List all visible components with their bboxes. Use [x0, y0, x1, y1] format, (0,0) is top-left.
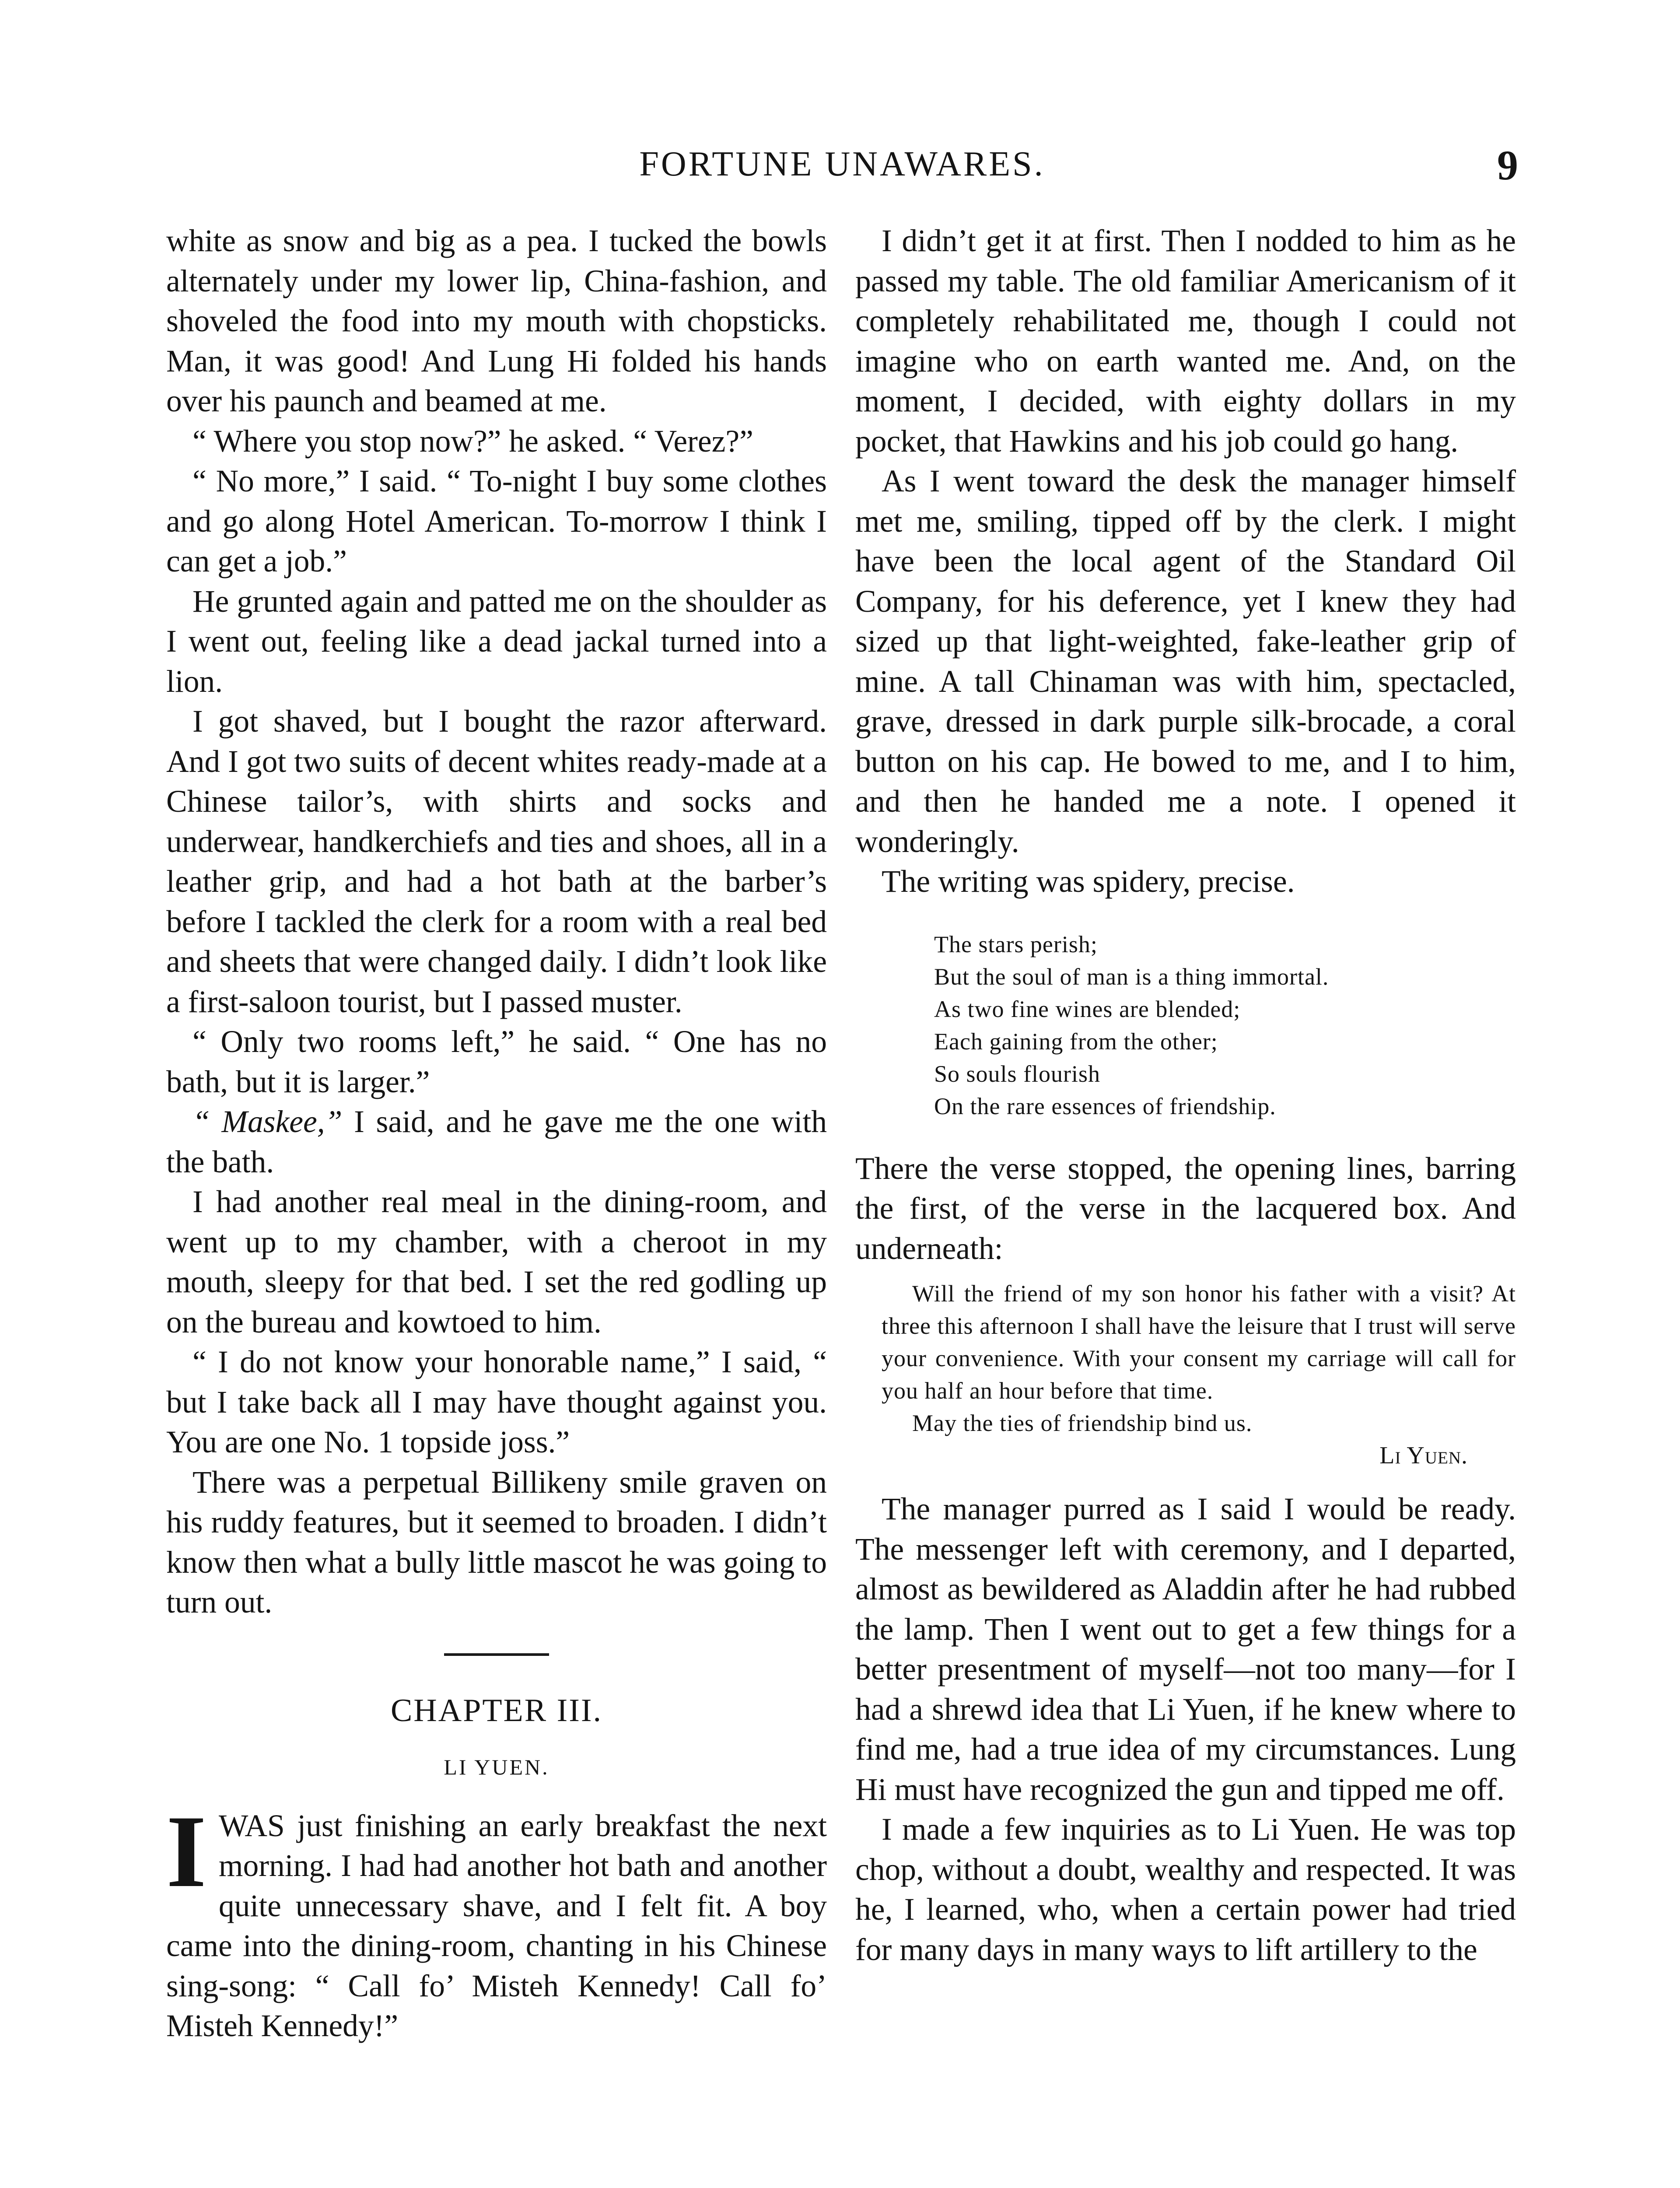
paragraph: There was a perpetual Billikeny smile graven on his ruddy features, but it seemed to broaden. I didn’t know then what a bully little mascot he was going to turn out. — [166, 1465, 827, 1620]
verse-line: On the rare essences of friendship. — [934, 1093, 1276, 1119]
paragraph: I got shaved, but I bought the razor afterward. And I got two suits of decent whites ready-made at a Chinese tailor’s, with shirts and socks and underwear, handkerchiefs and ties and shoes, all in a leather grip, and had a hot bath at the barber’s before I tackled the clerk for a room with a real bed and sheets that were changed daily. I didn’t look like a first-saloon tourist, but I passed muster. — [166, 704, 827, 1019]
chapter-first-paragraph — [166, 1794, 827, 2046]
page-number: 9 — [1497, 142, 1518, 189]
paragraph: I had another real meal in the dining-room, and went up to my chamber, with a cheroot in my mouth, sleepy for that bed. I set the red godling up on the bureau and kowtoed to him. — [166, 1185, 827, 1339]
verse-line: But the soul of man is a thing immortal. — [934, 963, 1329, 990]
paragraph: “ No more,” I said. “ To-night I buy some clothes and go along Hotel American. To-morrow I think I can get a job.” — [166, 464, 827, 579]
verse-line: So souls flourish — [934, 1060, 1101, 1087]
paragraph: “ I do not know your honorable name,” I said, “ but I take back all I may have thought against you. You are one No. 1 topside joss.” — [166, 1345, 827, 1459]
running-title: FORTUNE UNAWARES. — [639, 145, 1045, 183]
paragraph: I didn’t get it at first. Then I nodded to him as he passed my table. The old familiar Americanism of it completely rehabilitated me, though I could not imagine who on earth wanted me. And, on the moment, I decided, with eighty dollars in my pocket, that Hawkins and his job could go hang. — [855, 224, 1516, 459]
drop-cap: I — [166, 1794, 206, 1909]
running-header — [166, 144, 1518, 201]
paragraph: The manager purred as I said I would be ready. The messenger left with ceremony, and I departed, almost as bewildered as Aladdin after he had rubbed the lamp. Then I went out to get a few things for a better presentment of myself—not too many—for I had a shrewd idea that Li Yuen, if he knew where to find me, had a true idea of my circumstances. Lung Hi must have recognized the gun and tipped me off. — [855, 1492, 1516, 1807]
paragraph: I made a few inquiries as to Li Yuen. He was top chop, without a doubt, wealthy and respected. It was he, I learned, who, when a certain power had tried for many days in many ways to lift artillery to the — [855, 1812, 1516, 1967]
chapter-heading: CHAPTER III. — [390, 1692, 603, 1729]
paragraph-maskee — [166, 1102, 827, 1182]
left-column — [166, 221, 827, 2046]
letter-signature: Li Yuen. — [1379, 1442, 1468, 1469]
verse-line: As two fine wines are blended; — [934, 996, 1241, 1022]
paragraph: white as snow and big as a pea. I tucked the bowls alternately under my lower lip, China-fashion, and shoveled the food into my mouth with chopsticks. Man, it was good! And Lung Hi folded his hands over his paunch and beamed at me. — [166, 224, 827, 418]
maskee-word: “ Maskee,” — [192, 1105, 343, 1139]
paragraph: He grunted again and patted me on the shoulder as I went out, feeling like a dead jackal turned into a lion. — [166, 584, 827, 699]
verse-line: Each gaining from the other; — [934, 1028, 1218, 1055]
paragraph: “ Where you stop now?” he asked. “ Verez?” — [192, 424, 753, 459]
chapter-subheading: LI YUEN. — [444, 1755, 550, 1779]
section-divider — [444, 1653, 549, 1656]
paragraph: There the verse stopped, the opening lines, barring the first, of the verse in the lacquered box. And underneath: — [855, 1151, 1516, 1266]
letter-closing: May the ties of friendship bind us. — [912, 1410, 1253, 1436]
verse-block — [934, 928, 1516, 1122]
paragraph: “ Only two rooms left,” he said. “ One has no bath, but it is larger.” — [166, 1024, 827, 1099]
right-column — [855, 221, 1516, 1970]
letter-block — [882, 1277, 1516, 1472]
maskee-rest: I said, and he gave me the one with the bath. — [166, 1105, 827, 1179]
paragraph: As I went toward the desk the manager himself met me, smiling, tipped off by the clerk. I might have been the local agent of the Standard Oil Company, for his deference, yet I knew they had sized up that light-weighted, fake-leather grip of mine. A tall Chinaman was with him, spectacled, grave, dressed in dark purple silk-brocade, a coral button on his cap. He bowed to me, and I to him, and then he handed me a note. I opened it wonderingly. — [855, 464, 1516, 859]
verse-line: The stars perish; — [934, 931, 1098, 957]
chapter-first-paragraph-text: WAS just finishing an early breakfast the next morning. I had had another hot bath and another quite unnecessary shave, and I felt fit. A boy came into the dining-room, chanting in his Chinese sing-song: “ Call fo’ Misteh Kennedy! Call fo’ Misteh Kennedy!” — [166, 1808, 827, 2043]
letter-body: Will the friend of my son honor his father with a visit? At three this afternoon I shall have the leisure that I trust will serve your convenience. With your consent my carriage will call for you half an hour before that time. — [882, 1280, 1516, 1404]
paragraph: The writing was spidery, precise. — [882, 864, 1295, 899]
